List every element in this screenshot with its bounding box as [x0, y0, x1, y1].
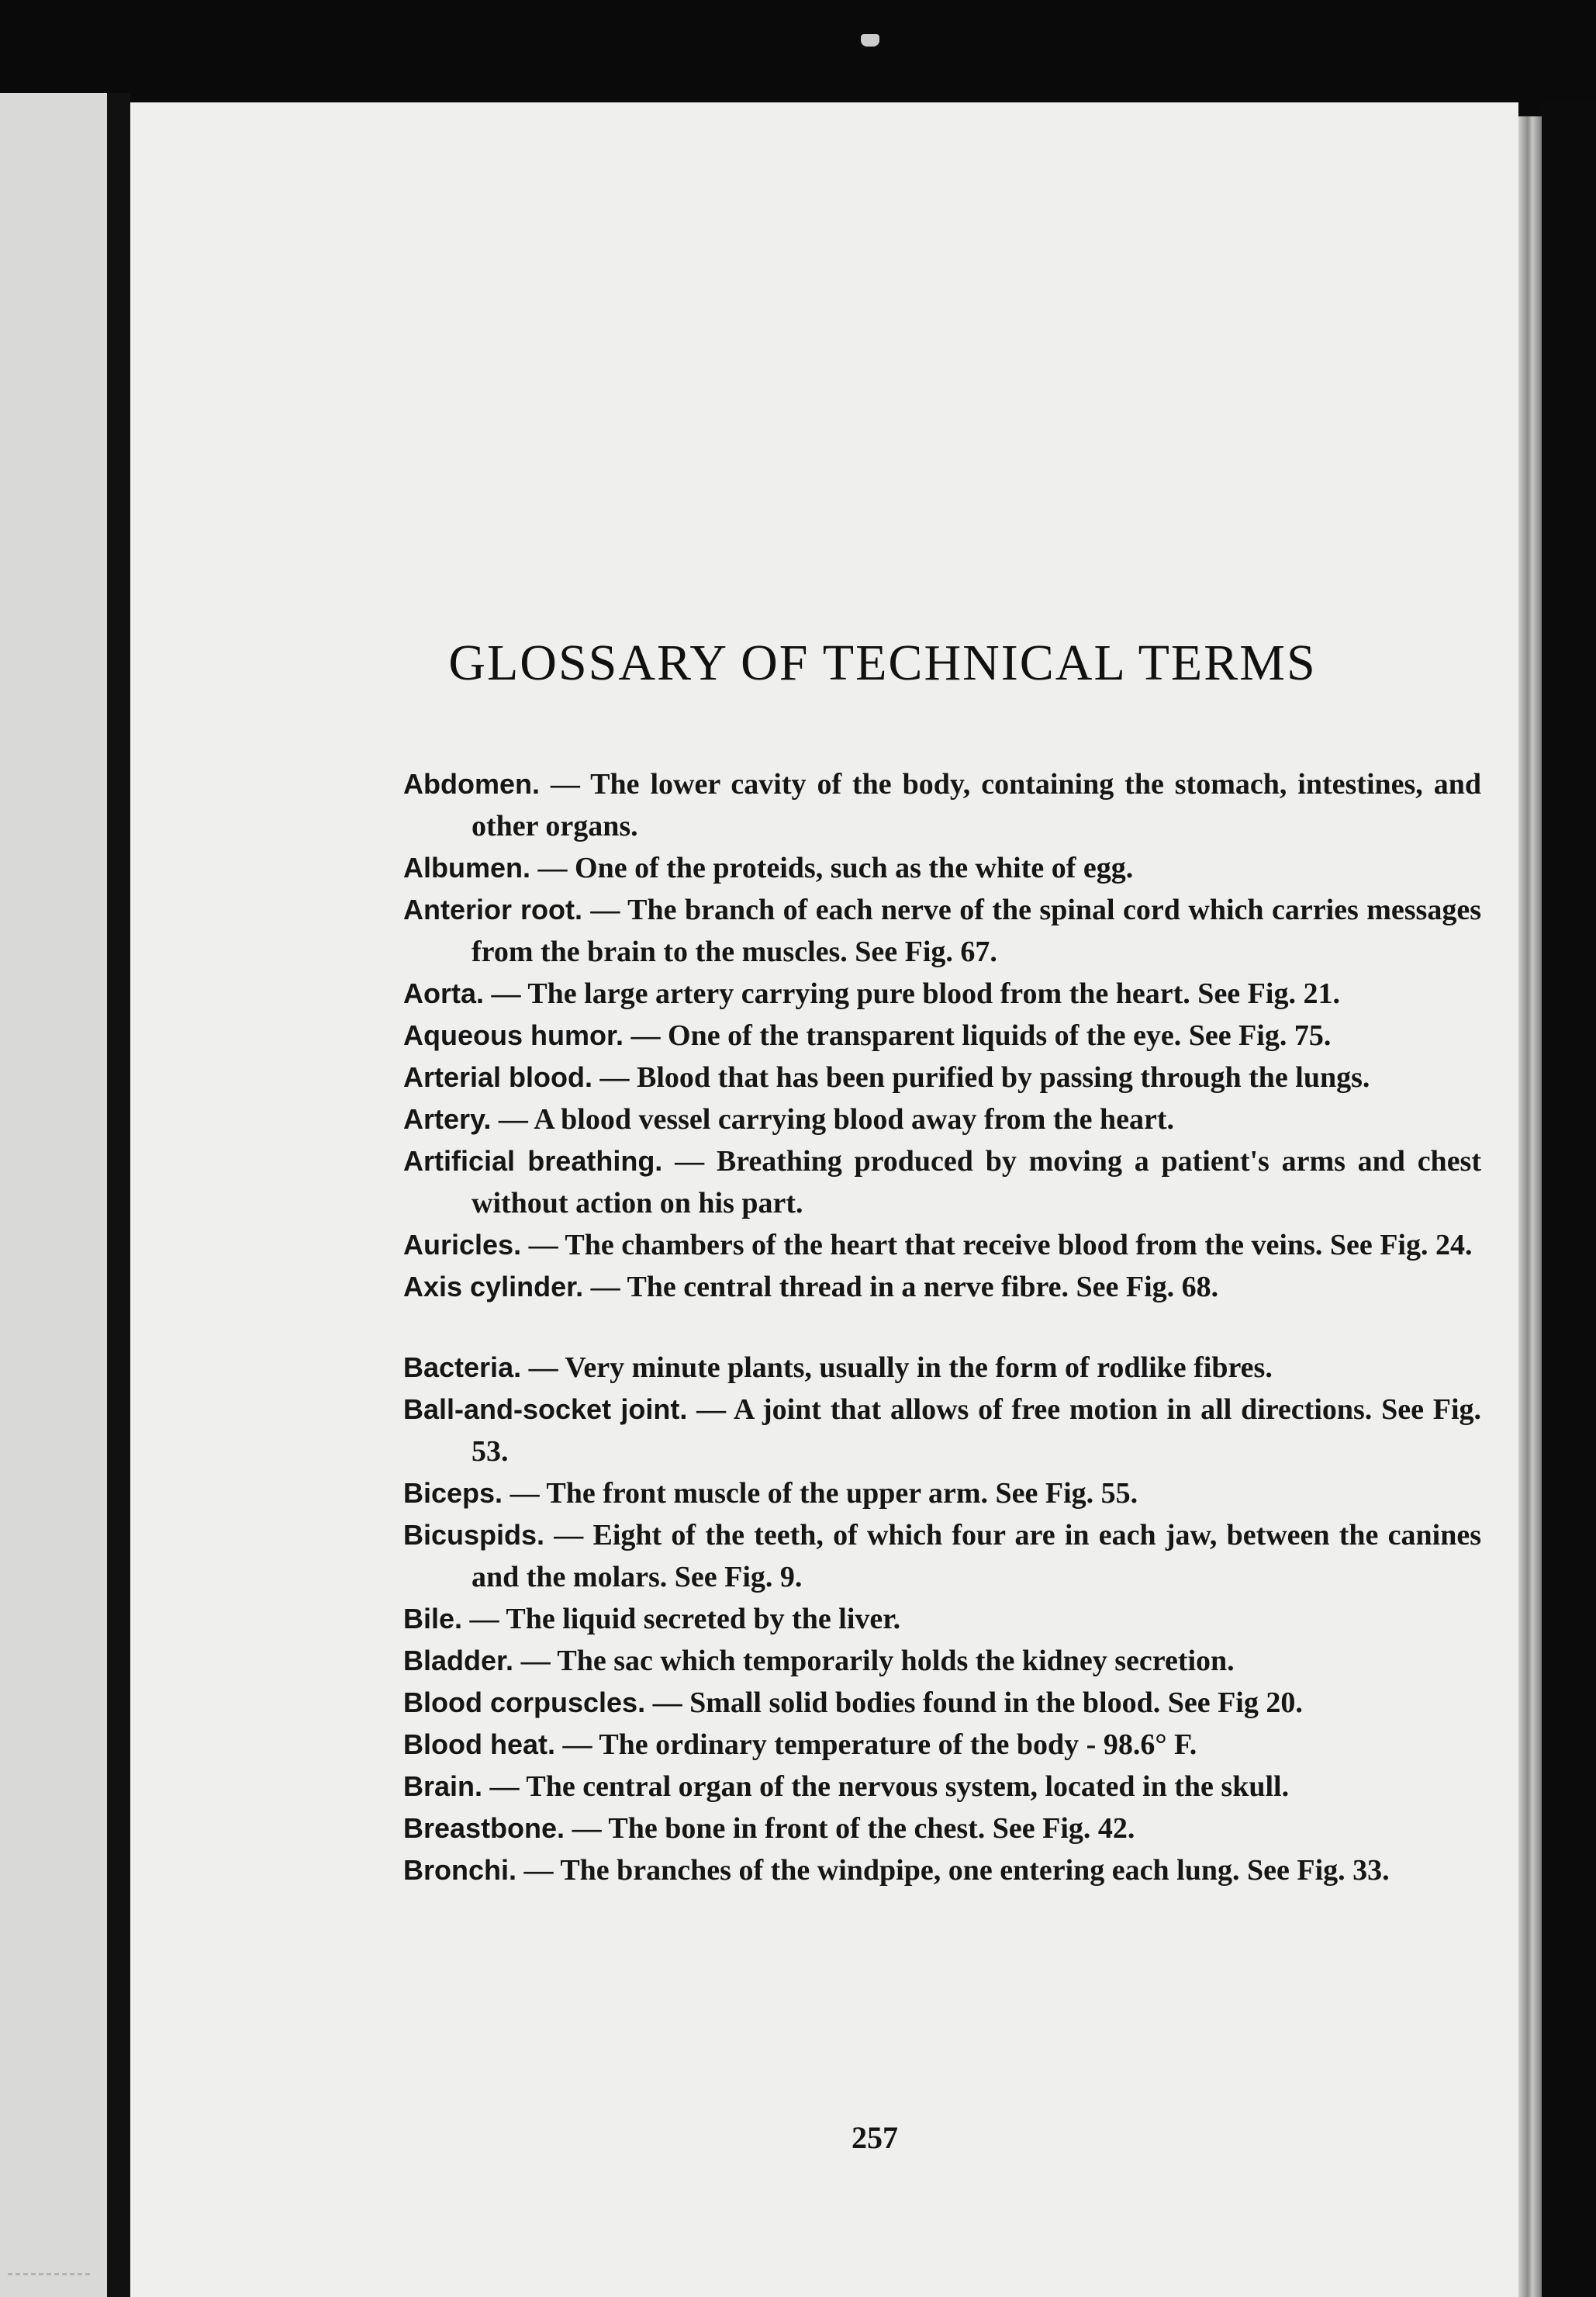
term: Bile.	[403, 1603, 463, 1635]
book-page	[130, 102, 1518, 2297]
facing-page-edge	[0, 93, 107, 2297]
glossary-entry	[403, 1682, 1481, 1724]
page-title: GLOSSARY OF TECHNICAL TERMS	[448, 635, 1317, 691]
definition: — A joint that allows of free motion in all directions. See Fig. 53.	[472, 1393, 1482, 1468]
term: Bronchi.	[403, 1854, 517, 1886]
definition: — The ordinary temperature of the body - 98.6° F.	[555, 1728, 1197, 1761]
definition: — The bone in front of the chest. See Fig. 42.	[565, 1812, 1135, 1845]
glossary-entry	[403, 1766, 1481, 1808]
term: Blood heat.	[403, 1728, 555, 1760]
term: Anterior root.	[403, 894, 582, 925]
term: Aorta.	[403, 977, 485, 1009]
definition: — The chambers of the heart that receive blood from the veins. See Fig. 24.	[521, 1229, 1473, 1261]
term: Blood corpuscles.	[403, 1686, 646, 1718]
glossary-entry	[403, 847, 1481, 889]
glossary-entry	[403, 1724, 1481, 1766]
section-divider	[403, 1308, 1481, 1347]
glossary-list	[403, 763, 1481, 1891]
glossary-entry	[403, 1266, 1481, 1308]
glossary-entry	[403, 1849, 1481, 1891]
term: Biceps.	[403, 1477, 503, 1509]
definition: — The branches of the windpipe, one entering each lung. See Fig. 33.	[516, 1854, 1390, 1887]
definition: — The central thread in a nerve fibre. See Fig. 68.	[583, 1271, 1219, 1303]
definition: — The front muscle of the upper arm. See Fig. 55.	[503, 1477, 1138, 1510]
term: Albumen.	[403, 852, 531, 884]
definition: — Eight of the teeth, of which four are in each jaw, between the canines and the molars. See Fig. 9.	[472, 1519, 1481, 1593]
glossary-entry	[403, 1472, 1481, 1514]
definition: — Small solid bodies found in the blood. See Fig 20.	[645, 1686, 1303, 1719]
page-number: 257	[852, 2120, 898, 2155]
term: Bicuspids.	[403, 1519, 545, 1551]
glossary-entry	[403, 1224, 1481, 1266]
term: Arterial blood.	[403, 1061, 593, 1093]
term: Breastbone.	[403, 1812, 565, 1844]
definition: — Breathing produced by moving a patient's arms and chest without action on his part.	[472, 1145, 1481, 1219]
definition: — One of the transparent liquids of the eye. See Fig. 75.	[624, 1019, 1332, 1052]
glossary-entry	[403, 1389, 1481, 1472]
definition: — The central organ of the nervous system, located in the skull.	[482, 1770, 1290, 1803]
glossary-entry	[403, 1514, 1481, 1598]
definition: — One of the proteids, such as the white of egg.	[530, 852, 1134, 884]
definition: — Blood that has been purified by passing through the lungs.	[592, 1061, 1370, 1094]
term: Bacteria.	[403, 1351, 522, 1383]
term: Ball-and-socket joint.	[403, 1393, 688, 1425]
term: Bladder.	[403, 1645, 514, 1676]
faint-rule	[8, 2273, 93, 2275]
glossary-entry	[403, 1640, 1481, 1682]
glossary-entry	[403, 763, 1481, 847]
page-edge-shadow	[1518, 116, 1542, 2297]
definition: — A blood vessel carrying blood away from the heart.	[491, 1103, 1175, 1136]
glossary-entry	[403, 889, 1481, 973]
glossary-entry	[403, 1057, 1481, 1098]
glossary-entry	[403, 1098, 1481, 1140]
glossary-entry	[403, 1140, 1481, 1224]
definition: — The large artery carrying pure blood from the heart. See Fig. 21.	[484, 977, 1340, 1010]
term: Aqueous humor.	[403, 1019, 624, 1051]
definition: — The sac which temporarily holds the kidney secretion.	[513, 1645, 1235, 1677]
glossary-entry	[403, 1015, 1481, 1057]
scan-mark	[861, 34, 879, 47]
definition: — The liquid secreted by the liver.	[462, 1603, 901, 1635]
term: Artery.	[403, 1103, 492, 1135]
definition: — The branch of each nerve of the spinal cord which carries messages from the brain to the muscles. See Fig. 67.	[472, 894, 1481, 968]
term: Brain.	[403, 1770, 483, 1802]
glossary-entry	[403, 973, 1481, 1015]
term: Axis cylinder.	[403, 1271, 584, 1302]
book-gutter	[107, 93, 130, 2297]
scan-background	[1542, 101, 1596, 2297]
glossary-entry	[403, 1808, 1481, 1849]
glossary-entry	[403, 1347, 1481, 1389]
term: Abdomen.	[403, 768, 540, 800]
definition: — The lower cavity of the body, containing the stomach, intestines, and other organs.	[472, 768, 1481, 842]
glossary-entry	[403, 1598, 1481, 1640]
term: Artificial breathing.	[403, 1145, 663, 1177]
term: Auricles.	[403, 1229, 522, 1261]
definition: — Very minute plants, usually in the form of rodlike fibres.	[521, 1351, 1273, 1384]
